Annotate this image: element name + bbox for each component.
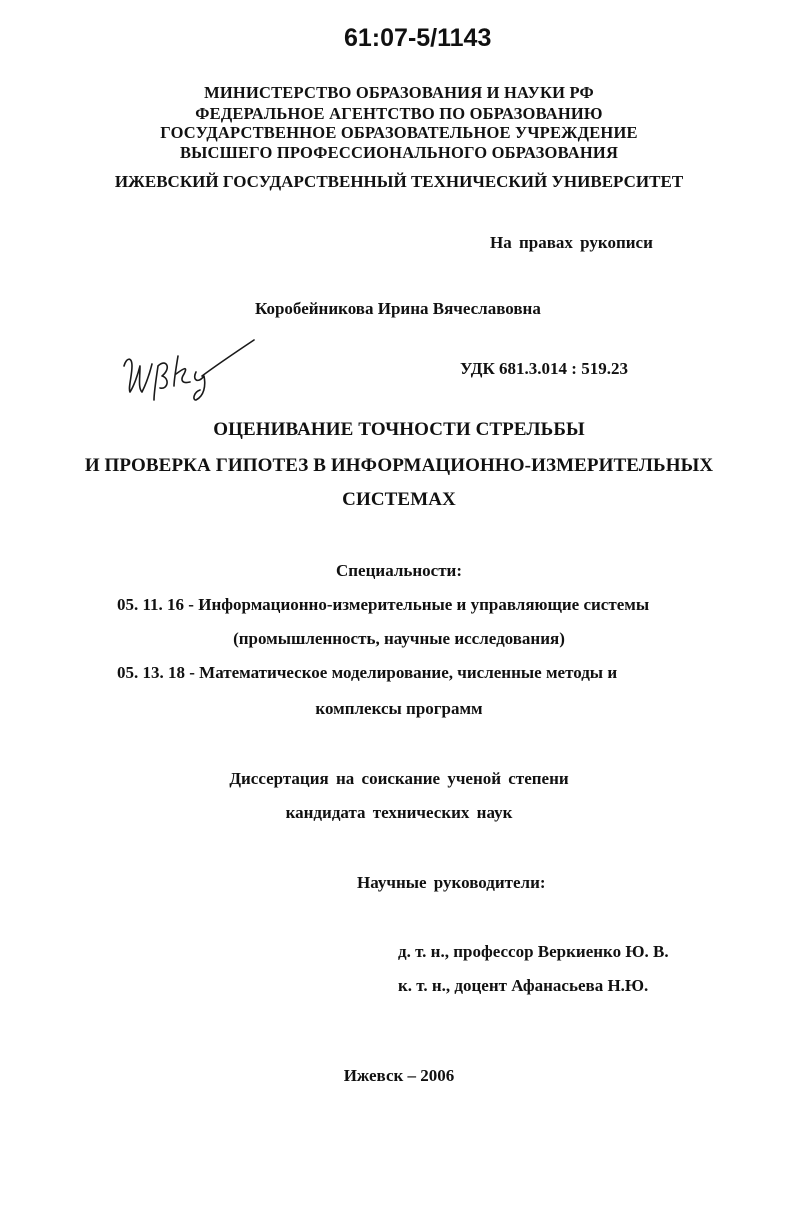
- title-line-2: И ПРОВЕРКА ГИПОТЕЗ В ИНФОРМАЦИОННО-ИЗМЕРИТЕЛЬНЫХ: [84, 455, 714, 476]
- manuscript-rights-note: На правах рукописи: [490, 233, 653, 252]
- dissertation-type: Диссертация на соискание ученой степени: [229, 769, 569, 788]
- supervisor-2: к. т. н., доцент Афанасьева Н.Ю.: [398, 976, 649, 995]
- specialties-heading: Специальности:: [335, 561, 463, 580]
- specialty-2: 05. 13. 18 - Математическое моделирование, численные методы и: [117, 663, 618, 682]
- supervisor-1: д. т. н., профессор Веркиенко Ю. В.: [398, 942, 669, 961]
- degree-name: кандидата технических наук: [285, 803, 513, 822]
- author-name: Коробейникова Ирина Вячеславовна: [255, 299, 541, 318]
- specialty-1-continued: (промышленность, научные исследования): [233, 629, 565, 648]
- handwritten-signature: [118, 336, 258, 402]
- agency-name: ФЕДЕРАЛЬНОЕ АГЕНТСТВО ПО ОБРАЗОВАНИЮ: [195, 104, 603, 123]
- institution-type-line-2: ВЫСШЕГО ПРОФЕССИОНАЛЬНОГО ОБРАЗОВАНИЯ: [179, 143, 619, 162]
- title-line-1: ОЦЕНИВАНИЕ ТОЧНОСТИ СТРЕЛЬБЫ: [213, 419, 585, 440]
- university-name: ИЖЕВСКИЙ ГОСУДАРСТВЕННЫЙ ТЕХНИЧЕСКИЙ УНИВЕРСИТЕТ: [114, 172, 684, 191]
- catalog-number: 61:07-5/1143: [344, 24, 492, 52]
- ministry-name: МИНИСТЕРСТВО ОБРАЗОВАНИЯ И НАУКИ РФ: [204, 83, 594, 102]
- udk-code: УДК 681.3.014 : 519.23: [460, 359, 628, 378]
- title-line-3: СИСТЕМАХ: [342, 489, 456, 510]
- specialty-1: 05. 11. 16 - Информационно-измерительные и управляющие системы: [117, 595, 650, 614]
- supervisors-heading: Научные руководители:: [357, 873, 546, 892]
- city-year: Ижевск – 2006: [343, 1066, 455, 1085]
- specialty-2-continued: комплексы программ: [315, 699, 483, 718]
- institution-type-line-1: ГОСУДАРСТВЕННОЕ ОБРАЗОВАТЕЛЬНОЕ УЧРЕЖДЕНИЕ: [160, 123, 638, 142]
